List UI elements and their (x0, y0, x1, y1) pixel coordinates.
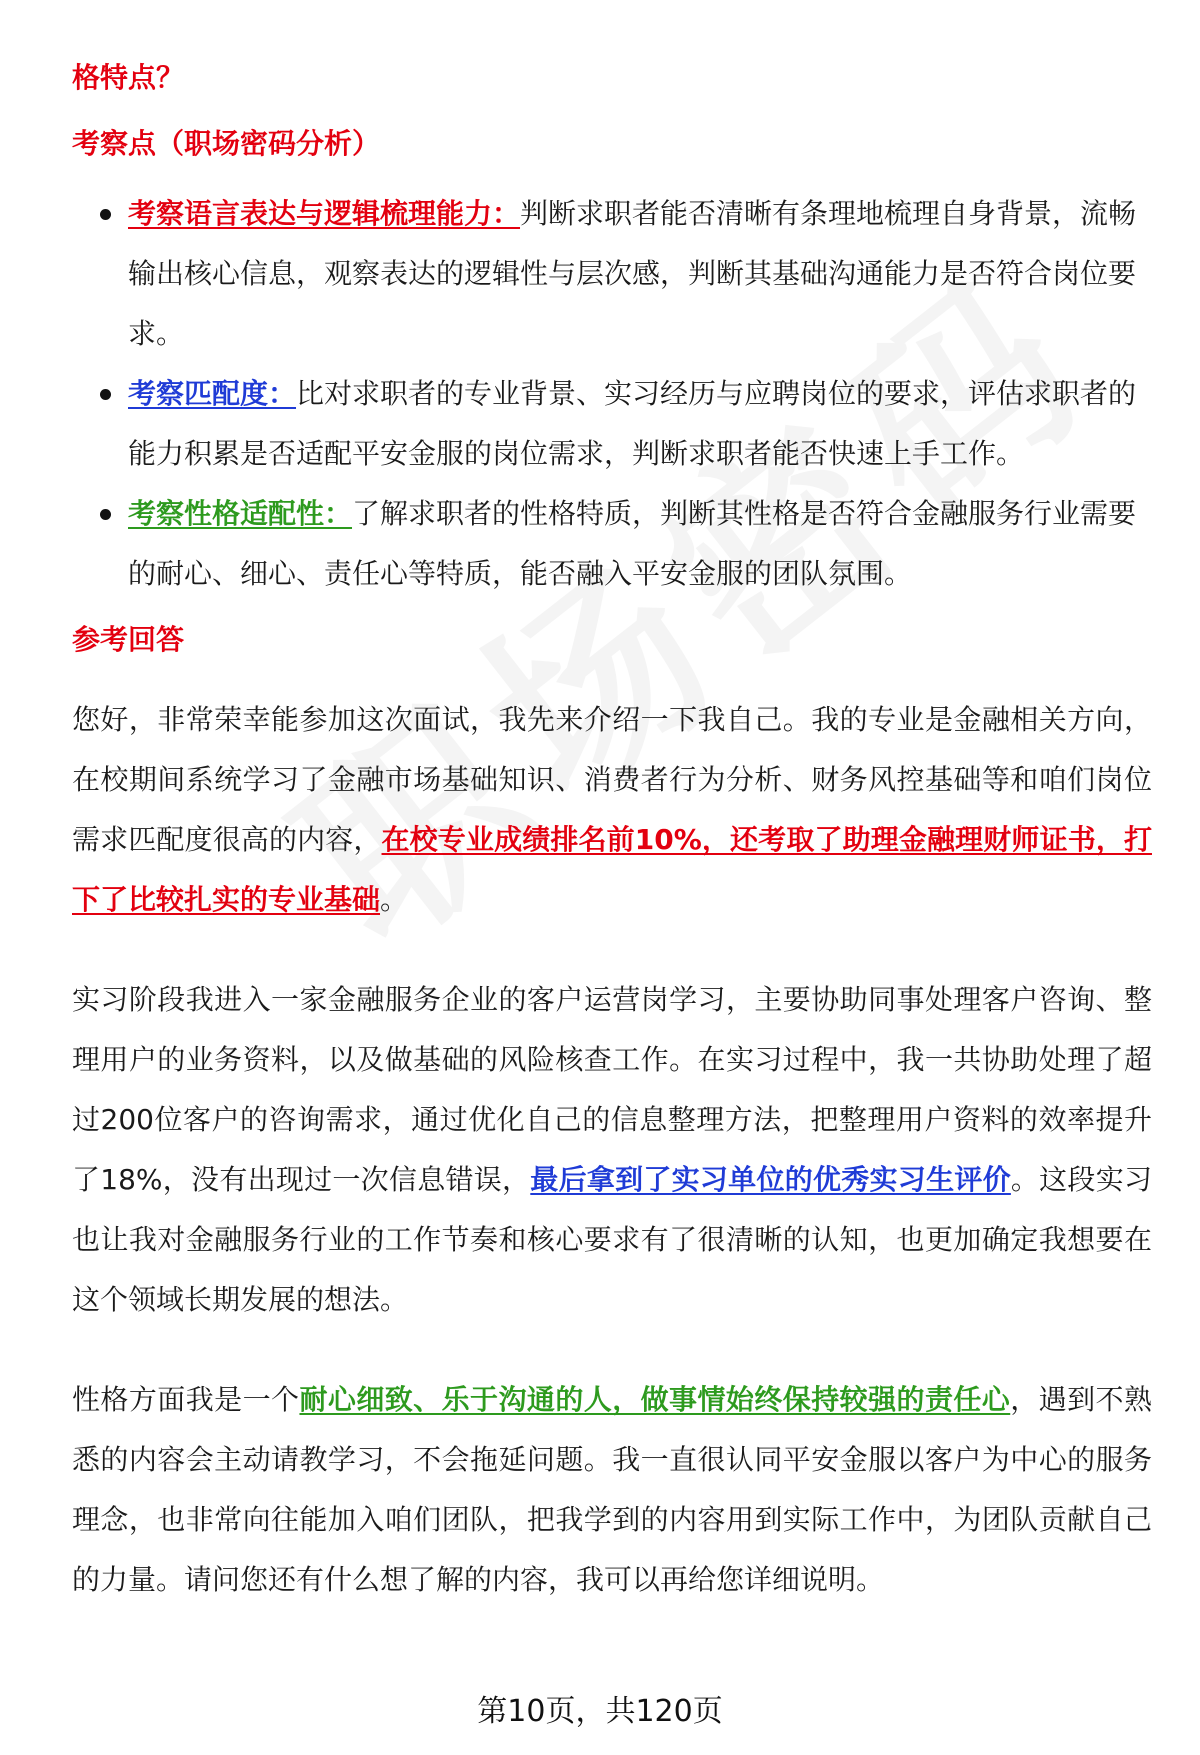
reference-answer-heading: 参考回答 (72, 623, 185, 656)
bullet-icon (100, 509, 111, 520)
assessment-point (72, 484, 1152, 604)
document-page (72, 58, 1152, 1650)
answer-paragraph-internship (72, 970, 1152, 1330)
bullet-icon (100, 209, 111, 220)
answer-text: 实习阶段我进入一家金融服务企业的客户运营岗学习，主要协助同事处理客户咨询、整理用户的业务资料，以及做基础的风险核查工作。在实习过程中，我一共协助处理了超过200位客户的咨询需求，通过优化自己的信息整理方法，把整理用户资料的效率提升了18%，没有出现过一次信息错误， (72, 983, 1152, 1196)
answer-text: 您好，非常荣幸能参加这次面试，我先来介绍一下我自己。我的专业是金融相关方向，在校期间系统学习了金融市场基础知识、消费者行为分析、财务风控基础等和咱们岗位需求匹配度很高的内容， (72, 703, 1152, 856)
assessment-point-list (72, 184, 1152, 604)
answer-text: 性格方面我是一个 (72, 1383, 300, 1416)
assessment-point (72, 364, 1152, 484)
point-text: 比对求职者的专业背景、实习经历与应聘岗位的要求，评估求职者的能力积累是否适配平安金服的岗位需求，判断求职者能否快速上手工作。 (128, 377, 1137, 470)
answer-text: 。这段实习也让我对金融服务行业的工作节奏和核心要求有了很清晰的认知，也更加确定我想要在这个领域长期发展的想法。 (72, 1163, 1152, 1316)
answer-text: 。 (380, 883, 409, 916)
answer-highlight: 最后拿到了实习单位的优秀实习生评价 (530, 1163, 1011, 1196)
point-label: 考察匹配度： (128, 377, 297, 410)
point-label: 考察性格适配性： (128, 497, 353, 530)
assessment-point (72, 184, 1152, 364)
answer-highlight: 在校专业成绩排名前10%，还考取了助理金融理财师证书，打下了比较扎实的专业基础 (72, 823, 1152, 916)
bullet-icon (100, 389, 111, 400)
answer-paragraph-education (72, 690, 1152, 930)
answer-highlight: 耐心细致、乐于沟通的人，做事情始终保持较强的责任心 (299, 1383, 1011, 1416)
answer-paragraph-personality (72, 1370, 1152, 1610)
continued-question-tail: 格特点？ (72, 61, 185, 94)
page-number: 第10页，共120页 (477, 1694, 723, 1729)
point-text: 判断求职者能否清晰有条理地梳理自身背景，流畅输出核心信息，观察表达的逻辑性与层次感，判断其基础沟通能力是否符合岗位要求。 (128, 197, 1137, 350)
answer-text: ，遇到不熟悉的内容会主动请教学习，不会拖延问题。我一直很认同平安金服以客户为中心的服务理念，也非常向往能加入咱们团队，把我学到的内容用到实际工作中，为团队贡献自己的力量。请问您还有什么想了解的内容，我可以再给您详细说明。 (72, 1383, 1152, 1596)
point-text: 了解求职者的性格特质，判断其性格是否符合金融服务行业需要的耐心、细心、责任心等特质，能否融入平安金服的团队氛围。 (128, 497, 1137, 590)
assessment-heading: 考察点（职场密码分析） (72, 127, 381, 160)
point-label: 考察语言表达与逻辑梳理能力： (128, 197, 521, 230)
